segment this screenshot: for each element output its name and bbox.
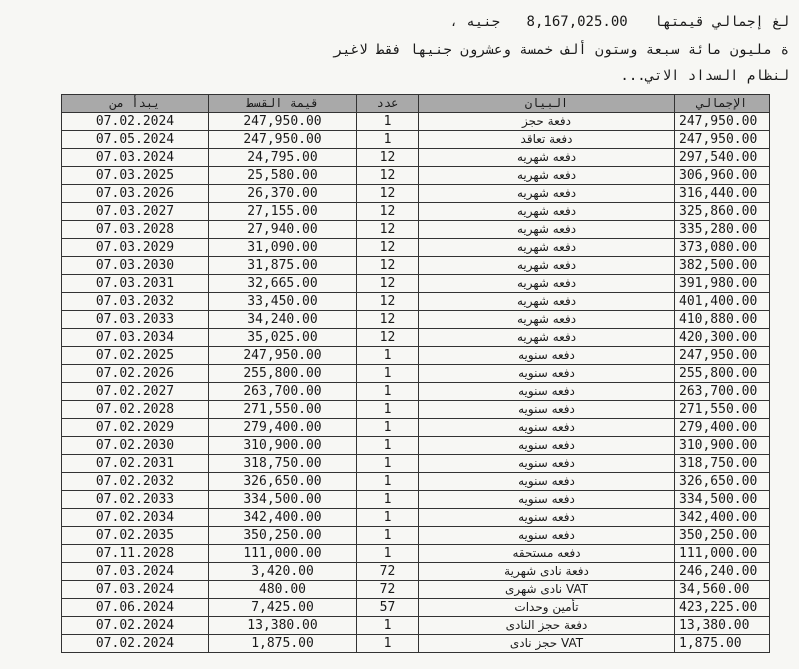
description-cell: دفعه سنويه	[419, 509, 675, 527]
start-date-cell: 07.03.2034	[62, 329, 209, 347]
description-cell: دفعه سنويه	[419, 455, 675, 473]
count-cell: 1	[357, 401, 419, 419]
installment-value-cell: 279,400.00	[209, 419, 357, 437]
start-date-cell: 07.02.2029	[62, 419, 209, 437]
installment-value-cell: 350,250.00	[209, 527, 357, 545]
header-installment-value: قيمة القسط	[209, 95, 357, 113]
description-cell: دفعه شهريه	[419, 203, 675, 221]
description-cell: دفعه سنويه	[419, 473, 675, 491]
installment-value-cell: 334,500.00	[209, 491, 357, 509]
description-cell: دفعه سنويه	[419, 419, 675, 437]
start-date-cell: 07.02.2024	[62, 635, 209, 653]
table-row	[62, 563, 770, 581]
start-date-cell: 07.03.2025	[62, 167, 209, 185]
description-cell: تأمين وحدات	[419, 599, 675, 617]
description-cell: دفعه سنويه	[419, 365, 675, 383]
installment-value-cell: 247,950.00	[209, 113, 357, 131]
description-cell: دفعة نادى شهرية	[419, 563, 675, 581]
count-cell: 1	[357, 347, 419, 365]
installment-value-cell: 24,795.00	[209, 149, 357, 167]
table-row	[62, 275, 770, 293]
start-date-cell: 07.03.2032	[62, 293, 209, 311]
currency-label: جنيه ،	[449, 14, 501, 30]
table-row	[62, 419, 770, 437]
start-date-cell: 07.03.2024	[62, 563, 209, 581]
table-row	[62, 383, 770, 401]
total-value-label: لغ إجمالي قيمتها	[654, 14, 789, 30]
count-cell: 12	[357, 311, 419, 329]
table-row	[62, 257, 770, 275]
description-cell: دفعه شهريه	[419, 329, 675, 347]
total-cell: 335,280.00	[675, 221, 770, 239]
total-cell: 13,380.00	[675, 617, 770, 635]
count-cell: 12	[357, 257, 419, 275]
count-cell: 1	[357, 131, 419, 149]
description-cell: دفعه سنويه	[419, 383, 675, 401]
installment-value-cell: 26,370.00	[209, 185, 357, 203]
start-date-cell: 07.03.2024	[62, 581, 209, 599]
installment-value-cell: 1,875.00	[209, 635, 357, 653]
installment-value-cell: 342,400.00	[209, 509, 357, 527]
count-cell: 1	[357, 419, 419, 437]
count-cell: 1	[357, 509, 419, 527]
installment-value-cell: 263,700.00	[209, 383, 357, 401]
total-value-amount: 8,167,025.00	[526, 14, 628, 30]
start-date-cell: 07.03.2028	[62, 221, 209, 239]
table-row	[62, 401, 770, 419]
description-cell: دفعة تعاقد	[419, 131, 675, 149]
description-cell: دفعه شهريه	[419, 275, 675, 293]
count-cell: 1	[357, 545, 419, 563]
start-date-cell: 07.03.2027	[62, 203, 209, 221]
table-row	[62, 221, 770, 239]
header-total: الإجمالي	[675, 95, 770, 113]
description-cell: دفعه شهريه	[419, 257, 675, 275]
table-header-row	[62, 95, 770, 113]
total-cell: 401,400.00	[675, 293, 770, 311]
header-start-date: يبدأ من	[62, 95, 209, 113]
table-row	[62, 185, 770, 203]
total-value-line	[450, 14, 789, 30]
description-cell: دفعه شهريه	[419, 311, 675, 329]
total-cell: 420,300.00	[675, 329, 770, 347]
start-date-cell: 07.03.2030	[62, 257, 209, 275]
total-cell: 342,400.00	[675, 509, 770, 527]
start-date-cell: 07.02.2031	[62, 455, 209, 473]
total-cell: 246,240.00	[675, 563, 770, 581]
start-date-cell: 07.02.2035	[62, 527, 209, 545]
table-row	[62, 167, 770, 185]
table-row	[62, 149, 770, 167]
count-cell: 12	[357, 239, 419, 257]
total-cell: 1,875.00	[675, 635, 770, 653]
start-date-cell: 07.02.2027	[62, 383, 209, 401]
table-row	[62, 131, 770, 149]
total-cell: 318,750.00	[675, 455, 770, 473]
installment-value-cell: 310,900.00	[209, 437, 357, 455]
table-row	[62, 635, 770, 653]
total-cell: 334,500.00	[675, 491, 770, 509]
total-cell: 373,080.00	[675, 239, 770, 257]
count-cell: 12	[357, 293, 419, 311]
installment-value-cell: 13,380.00	[209, 617, 357, 635]
count-cell: 1	[357, 473, 419, 491]
installment-value-cell: 27,155.00	[209, 203, 357, 221]
installment-value-cell: 31,090.00	[209, 239, 357, 257]
description-cell: دفعه سنويه	[419, 437, 675, 455]
table-row	[62, 581, 770, 599]
total-cell: 247,950.00	[675, 113, 770, 131]
count-cell: 1	[357, 455, 419, 473]
installment-value-cell: 27,940.00	[209, 221, 357, 239]
total-cell: 255,800.00	[675, 365, 770, 383]
installment-value-cell: 255,800.00	[209, 365, 357, 383]
count-cell: 1	[357, 113, 419, 131]
count-cell: 1	[357, 635, 419, 653]
count-cell: 12	[357, 329, 419, 347]
header-count: عدد	[357, 95, 419, 113]
description-cell: دفعه سنويه	[419, 491, 675, 509]
count-cell: 12	[357, 185, 419, 203]
description-cell: دفعه شهريه	[419, 239, 675, 257]
total-cell: 263,700.00	[675, 383, 770, 401]
total-cell: 271,550.00	[675, 401, 770, 419]
total-cell: 423,225.00	[675, 599, 770, 617]
total-cell: 325,860.00	[675, 203, 770, 221]
total-cell: 279,400.00	[675, 419, 770, 437]
table-row	[62, 113, 770, 131]
count-cell: 1	[357, 365, 419, 383]
table-row	[62, 599, 770, 617]
payment-schedule-table	[61, 94, 770, 653]
table-row	[62, 509, 770, 527]
count-cell: 1	[357, 383, 419, 401]
installment-value-cell: 271,550.00	[209, 401, 357, 419]
count-cell: 57	[357, 599, 419, 617]
table-row	[62, 473, 770, 491]
description-cell: دفعه شهريه	[419, 149, 675, 167]
table-row	[62, 491, 770, 509]
table-row	[62, 347, 770, 365]
description-cell: دفعه مستحقه	[419, 545, 675, 563]
table-row	[62, 311, 770, 329]
count-cell: 12	[357, 149, 419, 167]
start-date-cell: 07.11.2028	[62, 545, 209, 563]
start-date-cell: 07.02.2030	[62, 437, 209, 455]
table-row	[62, 365, 770, 383]
start-date-cell: 07.03.2033	[62, 311, 209, 329]
description-cell: دفعه سنويه	[419, 401, 675, 419]
amount-in-words: ة مليون مائة سبعة وستون ألف خمسة وعشرون جنيها فقط لاغير	[333, 42, 789, 58]
description-cell: دفعة حجز	[419, 113, 675, 131]
total-cell: 247,950.00	[675, 131, 770, 149]
start-date-cell: 07.02.2026	[62, 365, 209, 383]
total-cell: 391,980.00	[675, 275, 770, 293]
total-cell: 350,250.00	[675, 527, 770, 545]
start-date-cell: 07.02.2024	[62, 113, 209, 131]
start-date-cell: 07.02.2033	[62, 491, 209, 509]
start-date-cell: 07.02.2028	[62, 401, 209, 419]
start-date-cell: 07.02.2025	[62, 347, 209, 365]
table-row	[62, 617, 770, 635]
total-cell: 111,000.00	[675, 545, 770, 563]
count-cell: 72	[357, 581, 419, 599]
installment-value-cell: 318,750.00	[209, 455, 357, 473]
total-cell: 247,950.00	[675, 347, 770, 365]
total-cell: 326,650.00	[675, 473, 770, 491]
installment-value-cell: 326,650.00	[209, 473, 357, 491]
total-cell: 316,440.00	[675, 185, 770, 203]
total-cell: 306,960.00	[675, 167, 770, 185]
installment-value-cell: 25,580.00	[209, 167, 357, 185]
start-date-cell: 07.03.2024	[62, 149, 209, 167]
count-cell: 1	[357, 617, 419, 635]
start-date-cell: 07.02.2032	[62, 473, 209, 491]
count-cell: 12	[357, 167, 419, 185]
table-row	[62, 293, 770, 311]
count-cell: 1	[357, 437, 419, 455]
header-description: البيان	[419, 95, 675, 113]
count-cell: 12	[357, 221, 419, 239]
count-cell: 12	[357, 203, 419, 221]
table-row	[62, 545, 770, 563]
count-cell: 72	[357, 563, 419, 581]
start-date-cell: 07.03.2031	[62, 275, 209, 293]
start-date-cell: 07.02.2034	[62, 509, 209, 527]
total-cell: 297,540.00	[675, 149, 770, 167]
installment-value-cell: 111,000.00	[209, 545, 357, 563]
description-cell: دفعه سنويه	[419, 527, 675, 545]
total-cell: 34,560.00	[675, 581, 770, 599]
description-cell: دفعه شهريه	[419, 293, 675, 311]
installment-value-cell: 247,950.00	[209, 131, 357, 149]
installment-value-cell: 34,240.00	[209, 311, 357, 329]
start-date-cell: 07.06.2024	[62, 599, 209, 617]
table-row	[62, 527, 770, 545]
total-cell: 382,500.00	[675, 257, 770, 275]
count-cell: 1	[357, 491, 419, 509]
installment-value-cell: 31,875.00	[209, 257, 357, 275]
table-row	[62, 455, 770, 473]
installment-value-cell: 480.00	[209, 581, 357, 599]
table-row	[62, 239, 770, 257]
payment-system-intro: لنظام السداد الاتي...	[620, 68, 789, 84]
table-row	[62, 329, 770, 347]
description-cell: VAT نادى شهرى	[419, 581, 675, 599]
table-row	[62, 203, 770, 221]
total-cell: 410,880.00	[675, 311, 770, 329]
count-cell: 12	[357, 275, 419, 293]
description-cell: VAT حجز نادى	[419, 635, 675, 653]
start-date-cell: 07.03.2029	[62, 239, 209, 257]
description-cell: دفعه شهريه	[419, 185, 675, 203]
installment-value-cell: 3,420.00	[209, 563, 357, 581]
installment-value-cell: 247,950.00	[209, 347, 357, 365]
total-cell: 310,900.00	[675, 437, 770, 455]
description-cell: دفعه شهريه	[419, 167, 675, 185]
description-cell: دفعه سنويه	[419, 347, 675, 365]
start-date-cell: 07.03.2026	[62, 185, 209, 203]
start-date-cell: 07.02.2024	[62, 617, 209, 635]
start-date-cell: 07.05.2024	[62, 131, 209, 149]
description-cell: دفعه شهريه	[419, 221, 675, 239]
installment-value-cell: 32,665.00	[209, 275, 357, 293]
installment-value-cell: 35,025.00	[209, 329, 357, 347]
description-cell: دفعة حجز النادى	[419, 617, 675, 635]
installment-value-cell: 33,450.00	[209, 293, 357, 311]
count-cell: 1	[357, 527, 419, 545]
table-row	[62, 437, 770, 455]
installment-value-cell: 7,425.00	[209, 599, 357, 617]
